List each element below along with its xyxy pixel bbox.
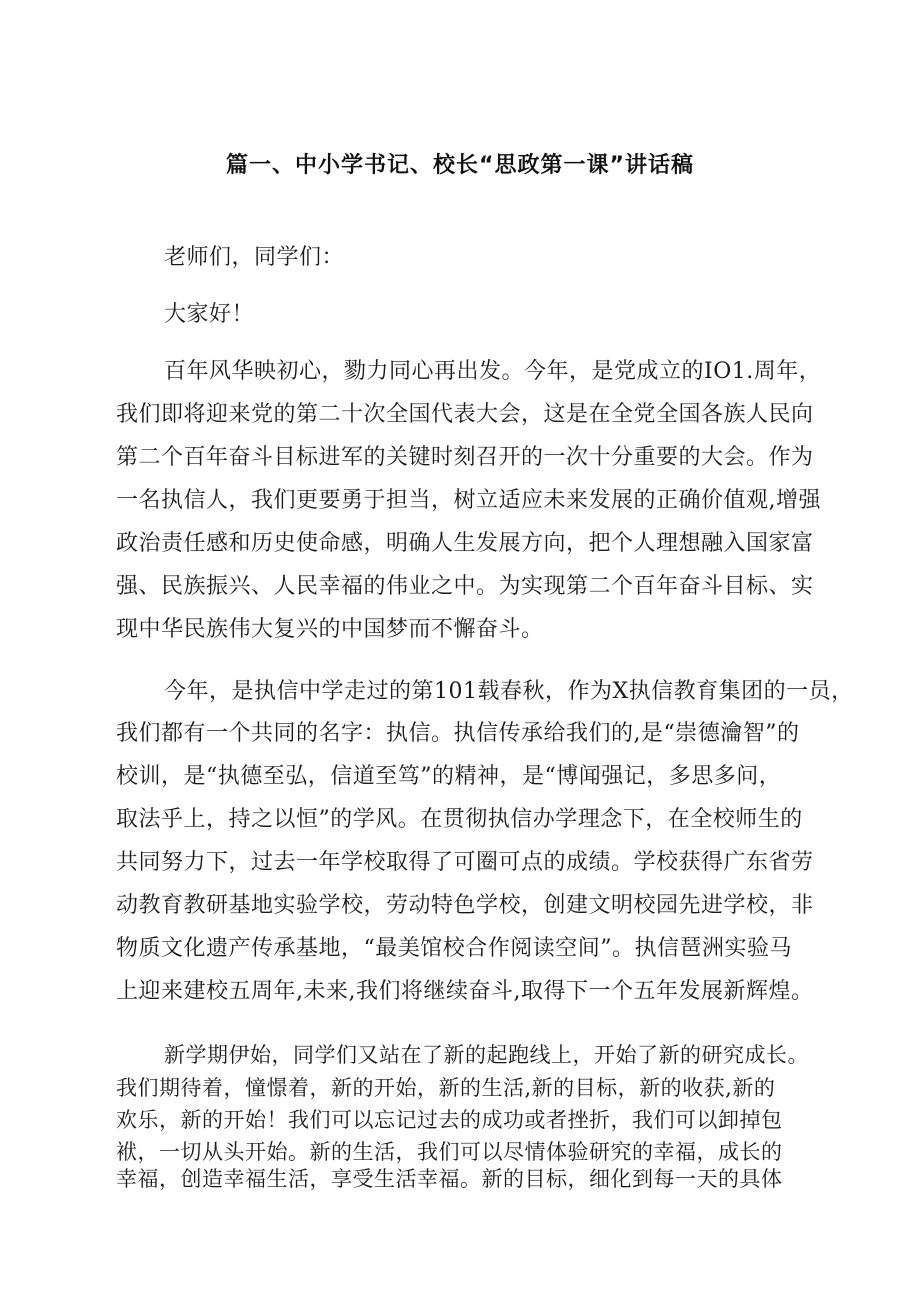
paragraph-line: 袱，一切从头开始。新的生活，我们可以尽情体验研究的幸福，成长的 [116, 1140, 783, 1164]
paragraph-line: 一名执信人，我们更要勇于担当，树立适应未来发展的正确价值观,增强 [116, 488, 821, 513]
paragraph-line: 强、民族振兴、人民幸福的伟业之中。为实现第二个百年奋斗目标、实 [116, 574, 814, 599]
paragraph-line: 第二个百年奋斗目标进军的关键时刻召开的一次十分重要的大会。作为 [116, 445, 814, 470]
paragraph-line: 我们都有一个共同的名字：执信。执信传承给我们的,是“崇德瀹智”的 [116, 721, 800, 746]
greeting: 大家好！ [164, 302, 255, 327]
paragraph-line: 动教育教研基地实验学校，劳动特色学校，创建文明校园先进学校，非 [116, 893, 814, 918]
paragraph-line: 上迎来建校五周年,未来,我们将继续奋斗,取得下一个五年发展新辉煌。 [116, 979, 814, 1004]
salutation: 老师们，同学们： [164, 245, 345, 270]
paragraph-line: 现中华民族伟大复兴的中国梦而不懈奋斗。 [116, 617, 544, 642]
page-title: 篇一、中小学书记、校长“思政第一课”讲话稿 [226, 153, 694, 178]
paragraph-line: 政治责任感和历史使命感，明确人生发展方向，把个人理想融入国家富 [116, 531, 814, 556]
paragraph-line: 今年，是执信中学走过的第101载春秋，作为X执信教育集团的一员， [164, 679, 854, 704]
paragraph-line: 物质文化遗产传承基地，“最美馆校合作阅读空间”。执信琶洲实验马 [116, 936, 792, 961]
paragraph-line: 我们即将迎来党的第二十次全国代表大会，这是在全党全国各族人民向 [116, 402, 814, 427]
paragraph-line: 欢乐，新的开始！我们可以忘记过去的成功或者挫折，我们可以卸掉包 [116, 1108, 783, 1132]
paragraph-line: 校训，是“执德至弘，信道至笃”的精神，是“博闻强记，多思多问， [116, 764, 782, 789]
paragraph-line: 新学期伊始，同学们又站在了新的起跑线上，开始了新的研究成长。 [164, 1043, 809, 1067]
paragraph-line: 取法乎上，持之以恒”的学风。在贯彻执信办学理念下，在全校师生的 [116, 807, 803, 832]
paragraph-line: 幸福，创造幸福生活，享受生活幸福。新的目标，细化到每一天的具体 [116, 1167, 783, 1191]
paragraph-line: 我们期待着，憧憬着，新的开始，新的生活,新的目标，新的收获,新的 [116, 1076, 776, 1100]
paragraph-line: 百年风华映初心，勠力同心再出发。今年，是党成立的IO1.周年， [164, 359, 822, 384]
paragraph-line: 共同努力下，过去一年学校取得了可圈可点的成绩。学校获得广东省劳 [116, 850, 814, 875]
